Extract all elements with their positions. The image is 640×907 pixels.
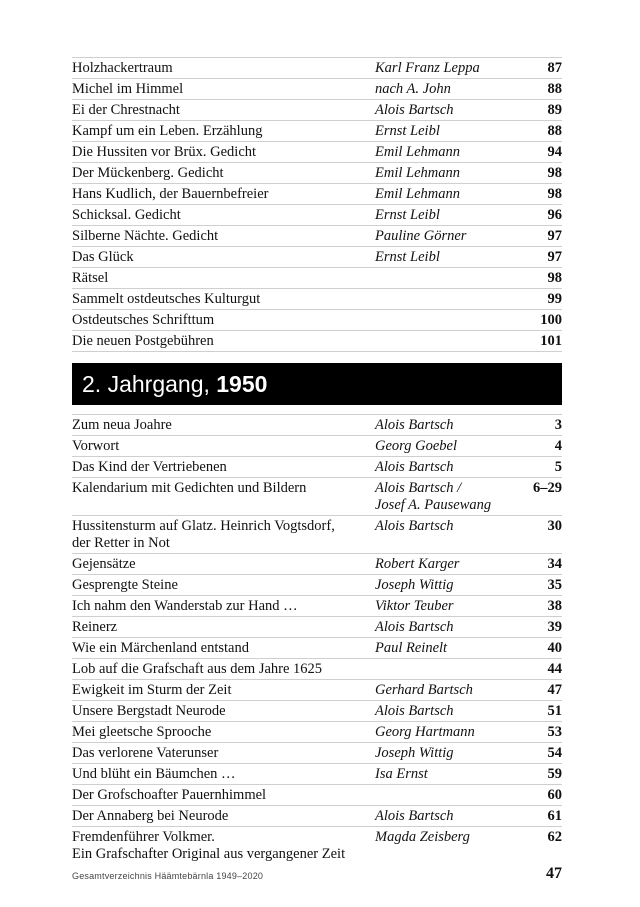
toc-entry [72, 554, 562, 575]
entry-page [515, 575, 562, 596]
entry-author [375, 516, 515, 554]
entry-author-text: Ernst Leibl [375, 123, 440, 139]
entry-author [375, 142, 515, 163]
page-number: 47 [546, 865, 562, 882]
entry-page [515, 247, 562, 268]
entry-page [515, 184, 562, 205]
entry-author-text: Viktor Teuber [375, 598, 454, 614]
toc-entry [72, 436, 562, 457]
toc-entry [72, 478, 562, 516]
entry-page [515, 743, 562, 764]
entry-author-text: Gerhard Bartsch [375, 682, 473, 698]
entry-page [515, 722, 562, 743]
entry-page-text: 97 [547, 249, 562, 265]
entry-page [515, 764, 562, 785]
toc-entry [72, 163, 562, 184]
toc-entry [72, 680, 562, 701]
toc-entry [72, 638, 562, 659]
entry-title [72, 268, 375, 289]
entry-author [375, 268, 515, 289]
entry-page-text: 98 [547, 186, 562, 202]
entry-author-text: Isa Ernst [375, 766, 428, 782]
entry-title-text: Ein Grafschafter Original aus vergangener Zeit [72, 846, 346, 862]
entry-author [375, 596, 515, 617]
toc-entry [72, 100, 562, 121]
entry-title [72, 100, 375, 121]
entry-page-text: 87 [547, 60, 562, 76]
entry-title [72, 701, 375, 722]
entry-title-text: Hussitensturm auf Glatz. Heinrich Vogtsdorf, [72, 518, 335, 534]
entry-page-text: 101 [540, 333, 562, 349]
entry-title [72, 478, 375, 516]
entry-page-text: 6–29 [533, 480, 562, 496]
toc-entry [72, 289, 562, 310]
entry-title-text: Das verlorene Vaterunser [72, 745, 219, 761]
entry-author [375, 457, 515, 478]
entry-title [72, 659, 375, 680]
entry-page-text: 60 [547, 787, 562, 803]
entry-page-text: 61 [547, 808, 562, 824]
entry-author-text: Emil Lehmann [375, 165, 460, 181]
toc-entry [72, 743, 562, 764]
toc-entry [72, 58, 562, 79]
toc-entry [72, 415, 562, 436]
toc-entry [72, 310, 562, 331]
toc-entry [72, 575, 562, 596]
toc-entry [72, 247, 562, 268]
entry-title-text: Ei der Chrestnacht [72, 102, 180, 118]
entry-title [72, 457, 375, 478]
entry-page-text: 44 [547, 661, 562, 677]
toc-entry [72, 659, 562, 680]
entry-page-text: 97 [547, 228, 562, 244]
entry-title-text: Gejensätze [72, 556, 136, 572]
toc-entry [72, 516, 562, 554]
entry-title [72, 680, 375, 701]
entry-author-text: Joseph Wittig [375, 745, 454, 761]
entry-author [375, 226, 515, 247]
entry-title-text: Lob auf die Grafschaft aus dem Jahre 1625 [72, 661, 323, 677]
entry-author [375, 743, 515, 764]
entry-page-text: 34 [547, 556, 562, 572]
entry-page [515, 478, 562, 516]
entry-page [515, 457, 562, 478]
entry-title-text: Wie ein Märchenland entstand [72, 640, 249, 656]
entry-author [375, 701, 515, 722]
entry-author-text: Robert Karger [375, 556, 460, 572]
entry-title [72, 516, 375, 554]
entry-title [72, 575, 375, 596]
toc-entry [72, 722, 562, 743]
entry-title [72, 722, 375, 743]
entry-title [72, 163, 375, 184]
entry-page-text: 59 [547, 766, 562, 782]
entry-author-text: Ernst Leibl [375, 207, 440, 223]
entry-title [72, 415, 375, 436]
toc-entry [72, 785, 562, 806]
entry-title-text: Rätsel [72, 270, 109, 286]
entry-title-text: Vorwort [72, 438, 120, 454]
entry-page-text: 96 [547, 207, 562, 223]
entry-author-text: Magda Zeisberg [375, 829, 470, 845]
year-heading [72, 363, 562, 405]
toc-section-1950 [72, 414, 562, 864]
entry-title-text: Kampf um ein Leben. Erzählung [72, 123, 263, 139]
toc-entry [72, 142, 562, 163]
entry-author [375, 79, 515, 100]
entry-author-text: Alois Bartsch [375, 703, 454, 719]
entry-author [375, 764, 515, 785]
entry-author [375, 331, 515, 352]
entry-page-text: 53 [547, 724, 562, 740]
entry-title [72, 827, 375, 865]
entry-page-text: 38 [547, 598, 562, 614]
entry-author-text: Georg Goebel [375, 438, 458, 454]
entry-author [375, 680, 515, 701]
entry-title [72, 785, 375, 806]
entry-title [72, 617, 375, 638]
entry-title-text: Der Annaberg bei Neurode [72, 808, 229, 824]
entry-page [515, 289, 562, 310]
entry-page [515, 79, 562, 100]
entry-title-text: Ewigkeit im Sturm der Zeit [72, 682, 232, 698]
entry-page-text: 89 [547, 102, 562, 118]
toc-entry [72, 184, 562, 205]
entry-title [72, 331, 375, 352]
entry-page [515, 121, 562, 142]
entry-page-text: 100 [540, 312, 562, 328]
toc-entry [72, 457, 562, 478]
entry-title-text: der Retter in Not [72, 535, 170, 551]
toc-entry [72, 331, 562, 352]
entry-page-text: 4 [554, 438, 562, 454]
entry-page-text: 62 [547, 829, 562, 845]
entry-title [72, 436, 375, 457]
entry-author-text: Alois Bartsch [375, 518, 454, 534]
entry-title-text: Mei gleetsche Sprooche [72, 724, 212, 740]
entry-page [515, 268, 562, 289]
footer-title: Gesamtverzeichnis Häämtebärnla 1949–2020 [72, 871, 264, 881]
entry-title-text: Holzhackertraum [72, 60, 173, 76]
entry-title [72, 58, 375, 79]
toc-entry [72, 596, 562, 617]
entry-author-text: Ernst Leibl [375, 249, 440, 265]
entry-page-text: 30 [547, 518, 562, 534]
entry-page [515, 659, 562, 680]
entry-page [515, 827, 562, 865]
entry-page [515, 310, 562, 331]
entry-page [515, 205, 562, 226]
entry-title [72, 247, 375, 268]
entry-page [515, 785, 562, 806]
entry-title-text: Gesprengte Steine [72, 577, 178, 593]
entry-page [515, 142, 562, 163]
entry-title [72, 806, 375, 827]
entry-title-text: Der Mückenberg. Gedicht [72, 165, 224, 181]
entry-author [375, 659, 515, 680]
entry-author [375, 806, 515, 827]
toc-entry [72, 764, 562, 785]
entry-page [515, 680, 562, 701]
entry-title-text: Ich nahm den Wanderstab zur Hand … [72, 598, 298, 614]
entry-page-text: 98 [547, 165, 562, 181]
entry-title-text: Hans Kudlich, der Bauernbefreier [72, 186, 269, 202]
entry-page-text: 40 [547, 640, 562, 656]
entry-title-text: Das Glück [72, 249, 134, 265]
entry-author-text: Emil Lehmann [375, 144, 460, 160]
entry-page [515, 100, 562, 121]
entry-author [375, 184, 515, 205]
entry-title [72, 554, 375, 575]
toc-entry [72, 205, 562, 226]
entry-author-text: Josef A. Pausewang [375, 497, 492, 513]
toc-entry [72, 806, 562, 827]
entry-author [375, 785, 515, 806]
entry-page [515, 58, 562, 79]
toc-entry [72, 701, 562, 722]
entry-title-text: Silberne Nächte. Gedicht [72, 228, 219, 244]
entry-author-text: nach A. John [375, 81, 451, 97]
entry-title-text: Michel im Himmel [72, 81, 184, 97]
entry-author-text: Karl Franz Leppa [375, 60, 480, 76]
entry-title-text: Und blüht ein Bäumchen … [72, 766, 236, 782]
year-heading-label: 2. Jahrgang, [82, 371, 210, 397]
entry-page [515, 516, 562, 554]
entry-author [375, 478, 515, 516]
entry-page [515, 415, 562, 436]
toc-entry [72, 121, 562, 142]
entry-author [375, 100, 515, 121]
entry-title-text: Die Hussiten vor Brüx. Gedicht [72, 144, 257, 160]
entry-author [375, 247, 515, 268]
entry-author [375, 827, 515, 865]
entry-title [72, 596, 375, 617]
toc-entry [72, 226, 562, 247]
entry-title-text: Fremdenführer Volkmer. [72, 829, 215, 845]
entry-author-text: Pauline Görner [375, 228, 467, 244]
entry-page [515, 806, 562, 827]
entry-title [72, 121, 375, 142]
entry-author-text: Georg Hartmann [375, 724, 475, 740]
entry-title [72, 205, 375, 226]
entry-author-text: Alois Bartsch [375, 619, 454, 635]
entry-page [515, 617, 562, 638]
toc-section-1949 [72, 57, 562, 352]
entry-title [72, 184, 375, 205]
entry-title [72, 79, 375, 100]
entry-page-text: 98 [547, 270, 562, 286]
entry-author-text: Alois Bartsch / [375, 480, 462, 496]
entry-author [375, 415, 515, 436]
entry-page-text: 88 [547, 123, 562, 139]
entry-author [375, 310, 515, 331]
entry-author-text: Alois Bartsch [375, 102, 454, 118]
entry-page-text: 39 [547, 619, 562, 635]
entry-author [375, 554, 515, 575]
entry-title [72, 638, 375, 659]
entry-page [515, 596, 562, 617]
entry-title-text: Kalendarium mit Gedichten und Bildern [72, 480, 307, 496]
entry-title-text: Das Kind der Vertriebenen [72, 459, 227, 475]
toc-entry [72, 79, 562, 100]
entry-page-text: 3 [554, 417, 562, 433]
entry-author [375, 617, 515, 638]
entry-page [515, 638, 562, 659]
entry-author-text: Alois Bartsch [375, 459, 454, 475]
entry-title [72, 226, 375, 247]
entry-author [375, 205, 515, 226]
entry-author [375, 638, 515, 659]
entry-title [72, 142, 375, 163]
entry-page [515, 331, 562, 352]
entry-page [515, 226, 562, 247]
entry-page-text: 51 [547, 703, 562, 719]
entry-page-text: 5 [554, 459, 562, 475]
entry-title-text: Schicksal. Gedicht [72, 207, 181, 223]
entry-title-text: Reinerz [72, 619, 118, 635]
year-heading-year: 1950 [216, 371, 268, 397]
entry-title [72, 310, 375, 331]
toc-entry [72, 617, 562, 638]
entry-page-text: 47 [547, 682, 562, 698]
entry-author [375, 722, 515, 743]
entry-title-text: Zum neua Joahre [72, 417, 172, 433]
entry-page-text: 35 [547, 577, 562, 593]
toc-entry [72, 827, 562, 865]
entry-author-text: Alois Bartsch [375, 808, 454, 824]
entry-title [72, 743, 375, 764]
entry-page [515, 163, 562, 184]
toc-entry [72, 268, 562, 289]
entry-page [515, 436, 562, 457]
entry-author [375, 575, 515, 596]
entry-author [375, 58, 515, 79]
entry-author [375, 163, 515, 184]
entry-title-text: Ostdeutsches Schrifttum [72, 312, 215, 328]
entry-page-text: 99 [547, 291, 562, 307]
entry-author-text: Emil Lehmann [375, 186, 460, 202]
entry-author-text: Alois Bartsch [375, 417, 454, 433]
entry-author [375, 289, 515, 310]
entry-page [515, 701, 562, 722]
entry-title [72, 289, 375, 310]
entry-page-text: 54 [547, 745, 562, 761]
entry-page [515, 554, 562, 575]
entry-title-text: Sammelt ostdeutsches Kulturgut [72, 291, 261, 307]
entry-title [72, 764, 375, 785]
entry-author [375, 436, 515, 457]
entry-page-text: 94 [547, 144, 562, 160]
page-footer [72, 866, 562, 886]
entry-title-text: Die neuen Postgebühren [72, 333, 214, 349]
entry-page-text: 88 [547, 81, 562, 97]
entry-title-text: Der Grofschoafter Pauernhimmel [72, 787, 267, 803]
entry-title-text: Unsere Bergstadt Neurode [72, 703, 226, 719]
entry-author [375, 121, 515, 142]
entry-author-text: Joseph Wittig [375, 577, 454, 593]
entry-author-text: Paul Reinelt [375, 640, 448, 656]
